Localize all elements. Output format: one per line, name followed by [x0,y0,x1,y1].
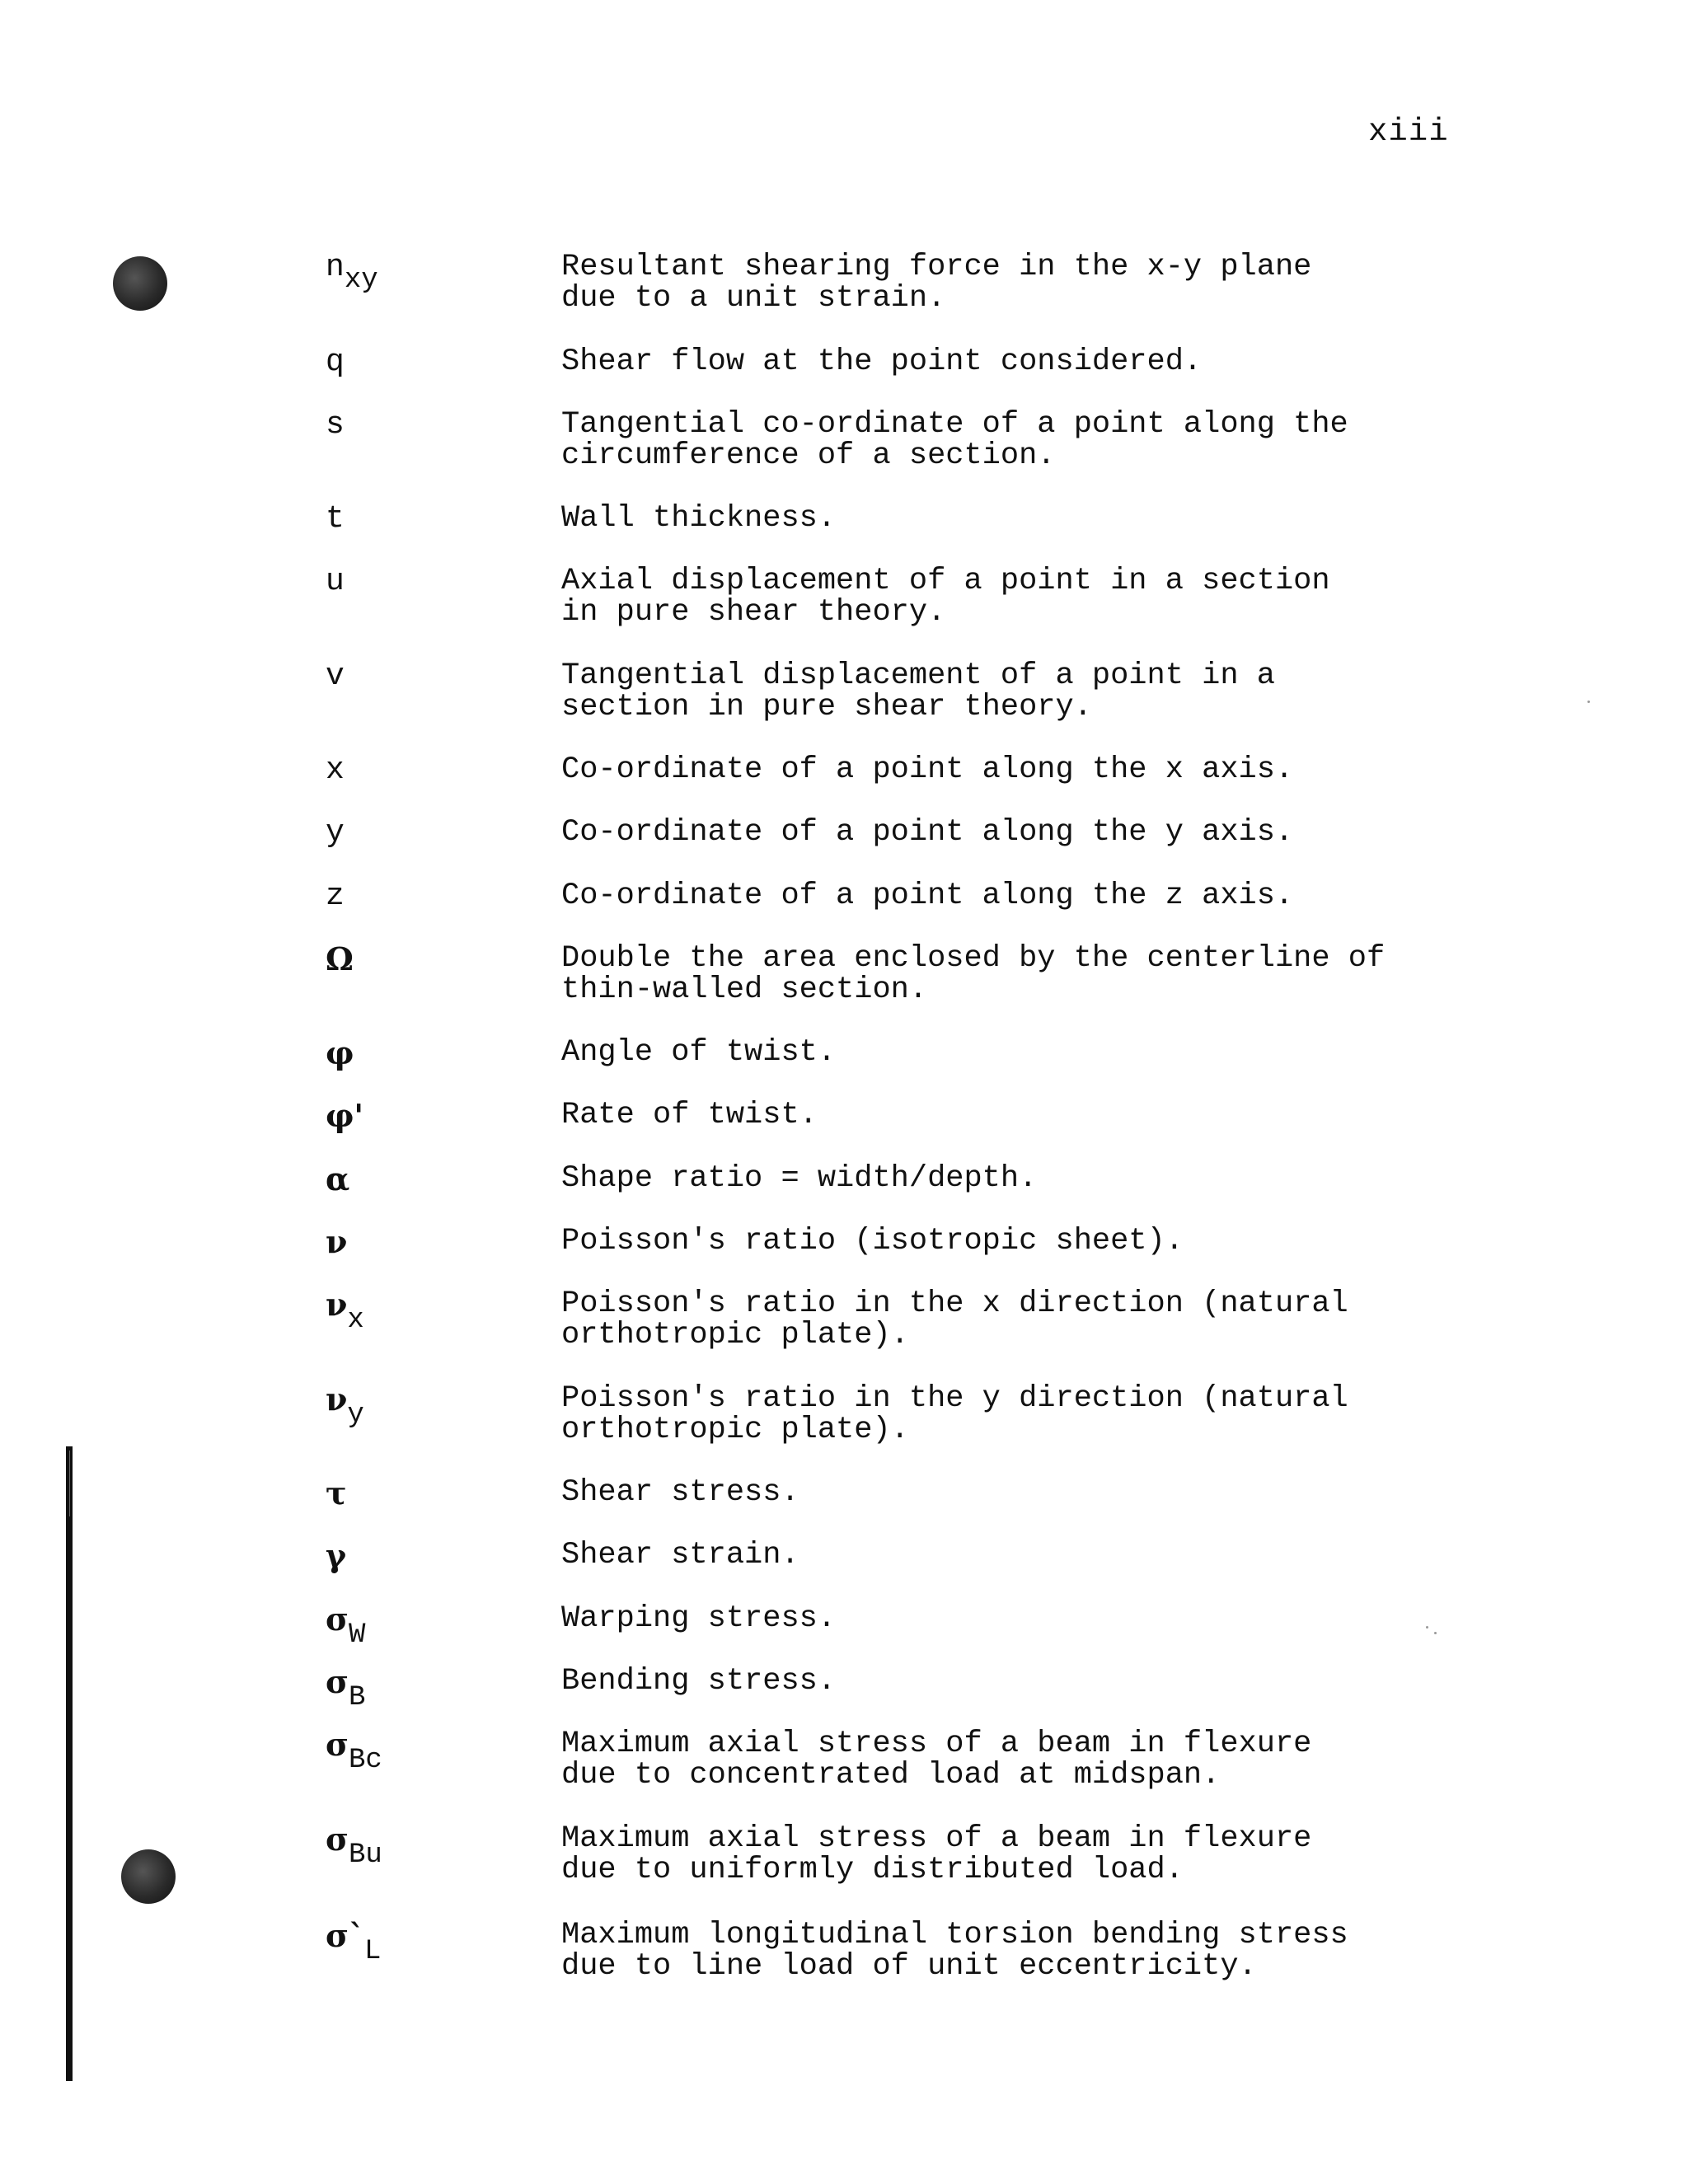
symbol: τ [326,1474,347,1511]
symbol: γ [326,1537,347,1574]
symbol: t [326,501,345,537]
symbol: νx [326,1286,364,1336]
symbol-description: Maximum axial stress of a beam in flexure due to concentrated load at midspan. [561,1727,1312,1793]
symbol-description: Warping stress. [561,1601,837,1636]
symbol-description: Maximum longitudinal torsion bending stress due to line load of unit eccentricity. [561,1918,1348,1984]
symbol-description: Co-ordinate of a point along the x axis. [561,752,1294,787]
symbol: ν [326,1223,348,1260]
symbol-description: Bending stress. [561,1664,837,1699]
symbol-description: Axial displacement of a point in a section in pure shear theory. [561,564,1330,630]
symbol: q [326,344,345,380]
page-number: xiii [1368,114,1449,150]
symbol: Ω [326,940,354,977]
symbol: v [326,658,345,694]
symbol-description: Shape ratio = width/depth. [561,1161,1038,1196]
symbol-description: Double the area enclosed by the centerline of thin-walled section. [561,941,1386,1007]
symbol-description: Resultant shearing force in the x-y plane due to a unit strain. [561,250,1312,316]
symbol-description: Poisson's ratio in the y direction (natural orthotropic plate). [561,1381,1348,1447]
symbol: φ [326,1034,354,1071]
symbol: α [326,1160,350,1197]
symbol: x [326,752,345,788]
symbol: σB [326,1663,366,1713]
symbol-description: Shear stress. [561,1475,799,1510]
symbol-description: Angle of twist. [561,1035,837,1070]
symbol: z [326,879,345,914]
symbol-description: Maximum axial stress of a beam in flexure due to uniformly distributed load. [561,1821,1312,1887]
symbol-description: Rate of twist. [561,1098,818,1132]
symbol: σBc [326,1726,382,1776]
symbol-description: Tangential co-ordinate of a point along the circumference of a section. [561,407,1348,473]
symbol: s [326,407,345,443]
symbol: nxy [326,250,378,296]
symbol: νy [326,1380,364,1431]
symbol-description: Shear strain. [561,1538,799,1572]
symbol-description: Co-ordinate of a point along the z axis. [561,879,1294,913]
symbol-description: Shear flow at the point considered. [561,344,1203,379]
symbol-description: Poisson's ratio (isotropic sheet). [561,1224,1184,1258]
symbol-description: Wall thickness. [561,501,837,536]
symbol: σ`L [326,1917,382,1967]
symbol: σBu [326,1821,382,1871]
symbol-description: Poisson's ratio in the x direction (natural orthotropic plate). [561,1286,1348,1352]
symbol-description: Co-ordinate of a point along the y axis. [561,815,1294,850]
symbol: y [326,815,345,851]
symbol: σW [326,1601,366,1651]
symbol: u [326,564,345,599]
symbol: φ' [326,1097,364,1134]
symbol-description: Tangential displacement of a point in a section in pure shear theory. [561,658,1275,724]
